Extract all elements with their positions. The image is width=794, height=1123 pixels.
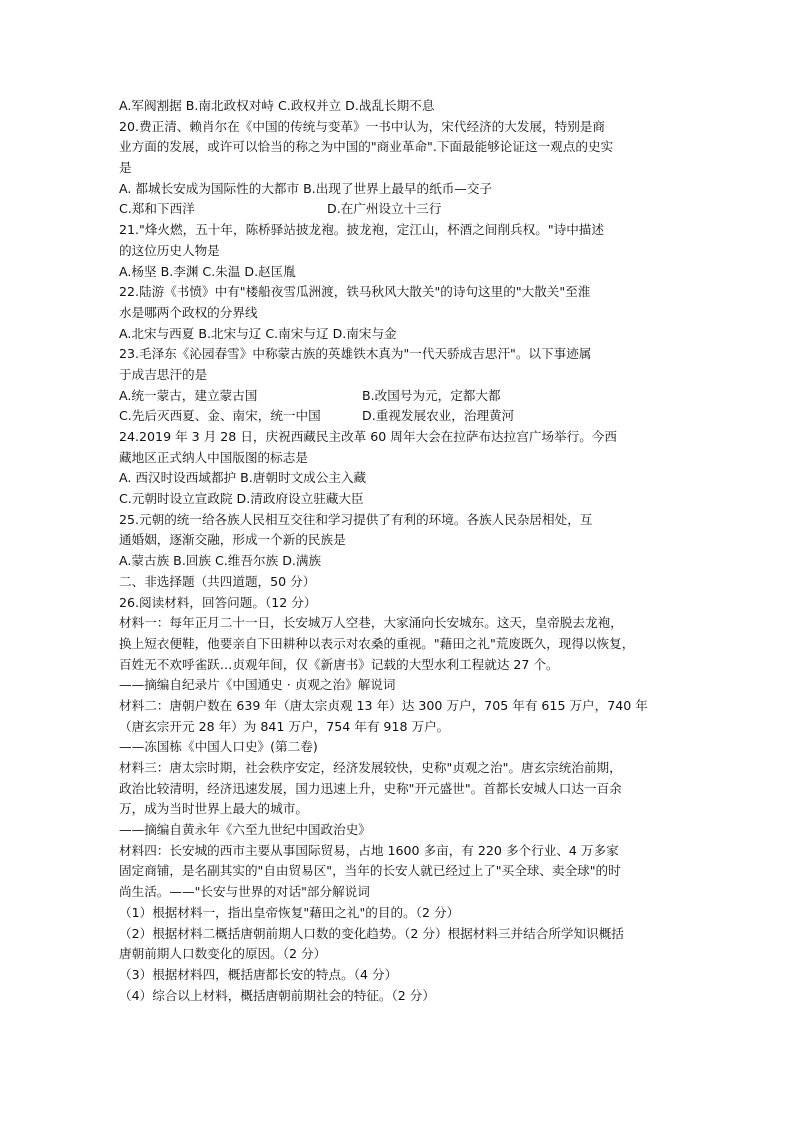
q26-material1-line3: 百姓无不欢呼雀跃…贞观年间，仅《新唐书》记载的大型水利工程就达 27 个。 bbox=[119, 656, 559, 672]
q20-stem-line2: 业方面的发展，或许可以恰当的称之为中国的"商业革命".下面最能够论证这一观点的史实 bbox=[119, 139, 614, 155]
q26-material1-line2: 换上短衣便鞋，他要亲自下田耕种以表示对农桑的重视。"藉田之礼"荒废既久，现得以恢复， bbox=[119, 635, 635, 651]
q26-material3-line1: 材料三：唐太宗时期，社会秩序安定，经济发展较快，史称"贞观之治"。唐玄宗统治前期， bbox=[119, 760, 622, 775]
q26-material2-source: ——冻国栋《中国人口史》(第二卷) bbox=[119, 739, 318, 755]
q26-material1-line1: 材料一：每年正月二十一日，长安城万人空巷，大家涌向长安城东。这天，皇帝脱去龙袍， bbox=[119, 615, 623, 631]
q22-stem-line1: 22.陆游《书愤》中有"楼船夜雪瓜洲渡，铁马秋风大散关"的诗句这里的"大散关"至淮 bbox=[119, 284, 591, 300]
q21-stem-line2: 的这位历史人物是 bbox=[119, 242, 220, 258]
q24-options-cd: C.元朝时设立宣政院 D.清政府设立驻藏大臣 bbox=[119, 491, 364, 507]
q21-stem-line1: 21."烽火燃，五十年，陈桥驿站披龙袍。披龙袍，定江山，杯酒之间削兵权。"诗中描述 bbox=[119, 222, 604, 238]
section2-title: 二、非选择题（共四道题，50 分） bbox=[119, 573, 316, 589]
q20-stem-line1: 20.费正清、赖肖尔在《中国的传统与变革》一书中认为，宋代经济的大发展，特别是商 bbox=[119, 118, 605, 134]
q23-stem-line2: 于成吉思汗的是 bbox=[119, 366, 208, 382]
q20-option-c: C.郑和下西洋 bbox=[119, 201, 195, 217]
q26-subquestion-4: （4）综合以上材料，概括唐朝前期社会的特征。（2 分） bbox=[119, 987, 435, 1003]
q21-options: A.杨坚 B.李渊 C.朱温 D.赵匡胤 bbox=[119, 263, 296, 279]
q26-material4-line1: 材料四：长安城的西市主要从事国际贸易，占地 1600 多亩，有 220 多个行业、4 万多家 bbox=[119, 842, 619, 858]
q23-options-ab bbox=[119, 386, 691, 407]
q25-stem-line2: 通婚姻，逐渐交融，形成一个新的民族是 bbox=[119, 532, 346, 548]
q23-option-c: C.先后灭西夏、金、南宋，统一中国 bbox=[119, 408, 321, 424]
q26-material2-line2: （唐玄宗开元 28 年）为 841 万户，754 年有 918 万户。 bbox=[119, 718, 450, 734]
q26-stem: 26.阅读材料，回答问题。（12 分） bbox=[119, 594, 317, 610]
q19-options: A.军阀割据 B.南北政权对峙 C.政权并立 D.战乱长期不息 bbox=[119, 98, 435, 113]
q26-material3-source: ——摘编自黄永年《六至九世纪中国政治史》 bbox=[119, 822, 371, 838]
q26-material2-line1: 材料二：唐朝户数在 639 年（唐太宗贞观 13 年）达 300 万户，705 年有 615 万户，740 年 bbox=[119, 697, 648, 713]
q26-material4-line3: 尚生活。——"长安与世界的对话"部分解说词 bbox=[119, 884, 370, 900]
q26-material3-line3: 万，成为当时世界上最大的城市。 bbox=[119, 801, 308, 817]
q26-material1-source: ——摘编自纪录片《中国通史 · 贞观之治》解说词 bbox=[119, 677, 396, 693]
q23-options-cd bbox=[119, 406, 691, 427]
q26-subquestion-2-line1: （2）根据材料二概括唐朝前期人口数的变化趋势。（2 分）根据材料三并结合所学知识概括 bbox=[119, 925, 624, 941]
q26-subquestion-1: （1）根据材料一，指出皇帝恢复"藉田之礼"的目的。（2 分） bbox=[119, 904, 460, 920]
exam-page bbox=[119, 96, 691, 1006]
q24-stem-line2: 藏地区正式纳人中国版图的标志是 bbox=[119, 449, 308, 465]
q20-stem-line3: 是 bbox=[119, 160, 132, 176]
q25-stem-line1: 25.元朝的统一给各族人民相互交往和学习提供了有利的环境。各族人民杂居相处，互 bbox=[119, 511, 593, 527]
q26-subquestion-3: （3）根据材料四，概括唐都长安的特点。（4 分） bbox=[119, 966, 398, 982]
q26-subquestion-2-line2: 唐朝前期人口数变化的原因。（2 分） bbox=[119, 946, 327, 962]
q26-material3-line2: 政治比较清明，经济迅速发展，国力迅速上升，史称"开元盛世"。首都长安城人口达一百余 bbox=[119, 780, 622, 796]
q23-option-b: B.改国号为元，定都大都 bbox=[362, 387, 501, 403]
q24-options-ab: A. 西汉时设西域都护 B.唐朝时文成公主入藏 bbox=[119, 470, 367, 486]
q24-stem-line1: 24.2019 年 3 月 28 日，庆祝西藏民主改革 60 周年大会在拉萨布达拉宫广场举行。今西 bbox=[119, 429, 617, 444]
q23-stem-line1: 23.毛泽东《沁园春雪》中称蒙古族的英雄铁木真为"一代天骄成吉思汗"。以下事迹属 bbox=[119, 346, 592, 362]
q25-options: A.蒙古族 B.回族 C.维吾尔族 D.满族 bbox=[119, 553, 322, 569]
q20-options-ab: A. 都城长安成为国际性的大都市 B.出现了世界上最早的纸币—交子 bbox=[119, 180, 493, 196]
q22-options: A.北宋与西夏 B.北宋与辽 C.南宋与辽 D.南宋与金 bbox=[119, 325, 397, 341]
q20-option-d: D.在广州设立十三行 bbox=[327, 201, 442, 217]
q26-material4-line2: 固定商铺，是名副其实的"自由贸易区"，当年的长安人就已经过上了"买全球、卖全球"的时 bbox=[119, 863, 621, 879]
q22-stem-line2: 水是哪两个政权的分界线 bbox=[119, 304, 258, 320]
q20-options-cd bbox=[119, 199, 691, 220]
q23-option-d: D.重视发展农业，治理黄河 bbox=[362, 408, 515, 424]
q23-option-a: A.统一蒙古，建立蒙古国 bbox=[119, 387, 258, 403]
